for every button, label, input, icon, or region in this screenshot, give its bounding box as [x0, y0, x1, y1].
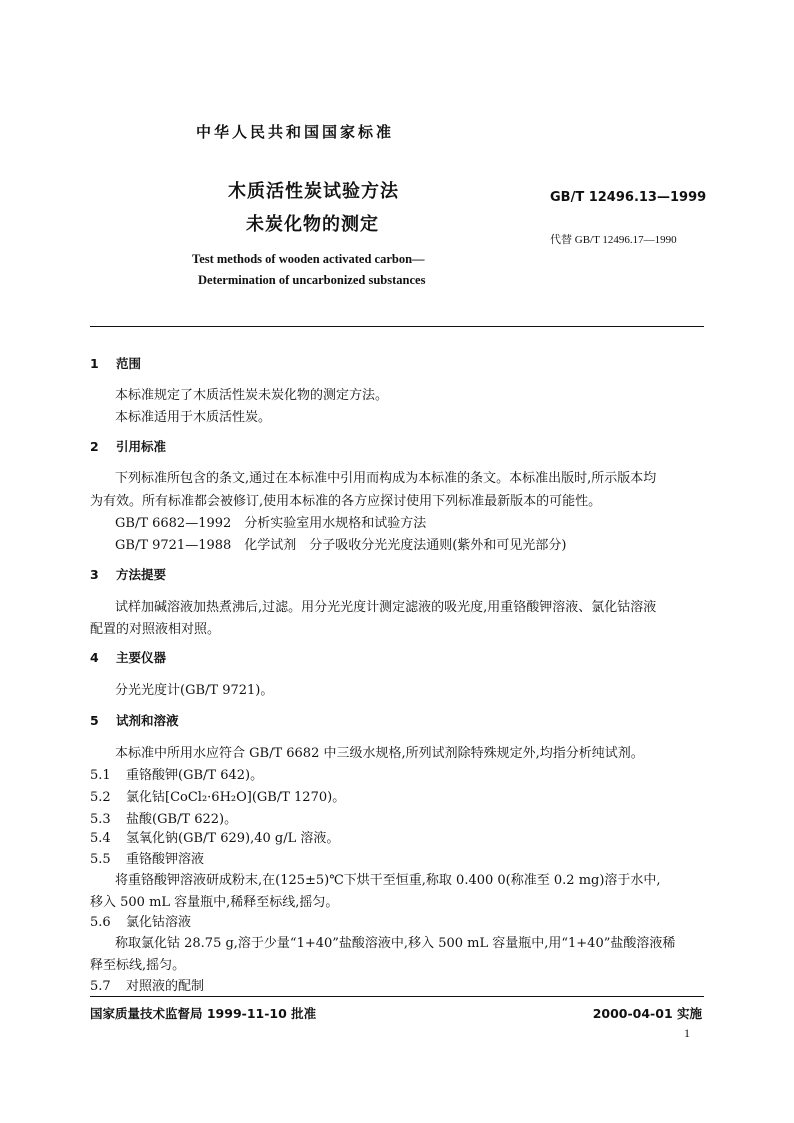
paragraph-line: 为有效。所有标准都会被修订,使用本标准的各方应探讨使用下列标准最新版本的可能性。 — [90, 494, 602, 509]
subsection-5-3 — [90, 808, 237, 827]
title-en-line2: Determination of uncarbonized substances — [198, 273, 426, 287]
subsection-number: 5.3 — [90, 812, 111, 827]
paragraph-line: 下列标准所包含的条文,通过在本标准中引用而构成为本标准的条文。本标准出版时,所示版本均 — [115, 471, 657, 486]
paragraph-line: 释至标线,摇匀。 — [90, 958, 186, 973]
standard-code: GB/T 12496.13—1999 — [550, 190, 707, 205]
subsection-text: 氯化钴溶液 — [126, 915, 192, 930]
section-title: 范围 — [116, 356, 142, 371]
subsection-5-5 — [90, 848, 204, 867]
subsection-text: 重铬酸钾溶液 — [126, 852, 205, 867]
subsection-5-1 — [90, 764, 263, 783]
paragraph-line: 配置的对照液相对照。 — [90, 622, 221, 637]
section-number: 1 — [90, 356, 99, 371]
section-3-heading — [90, 565, 166, 583]
subsection-number: 5.2 — [90, 790, 111, 805]
paragraph-line: 移入 500 mL 容量瓶中,稀释至标线,摇匀。 — [90, 895, 339, 910]
subsection-text: 氢氧化钠(GB/T 629),40 g/L 溶液。 — [126, 831, 340, 846]
section-4-heading — [90, 648, 166, 666]
subsection-5-4 — [90, 827, 339, 846]
footer-divider — [90, 996, 704, 997]
section-title: 引用标准 — [116, 439, 167, 454]
section-title: 试剂和溶液 — [116, 713, 179, 728]
paragraph-line: 称取氯化钴 28.75 g,溶于少量“1+40”盐酸溶液中,移入 500 mL 容量瓶中,用“1+40”盐酸溶液稀 — [115, 936, 676, 951]
header-divider — [90, 326, 704, 327]
paragraph-line: 试样加碱溶液加热煮沸后,过滤。用分光光度计测定滤液的吸光度,用重铬酸钾溶液、氯化钴溶液 — [115, 600, 657, 615]
replaces-note: 代替 GB/T 12496.17—1990 — [550, 234, 677, 246]
standard-type-heading: 中华人民共和国国家标准 — [196, 123, 395, 141]
subsection-5-7 — [90, 975, 204, 994]
paragraph: 本标准规定了木质活性炭未炭化物的测定方法。 — [115, 388, 389, 403]
reference-item: GB/T 6682—1992 分析实验室用水规格和试验方法 — [115, 516, 427, 531]
section-2-heading — [90, 437, 166, 455]
title-zh-line2: 未炭化物的测定 — [246, 214, 379, 235]
subsection-number: 5.5 — [90, 852, 111, 867]
subsection-5-6 — [90, 911, 191, 930]
paragraph: 本标准中所用水应符合 GB/T 6682 中三级水规格,所列试剂除特殊规定外,均指分析纯试剂。 — [115, 746, 644, 761]
subsection-number: 5.4 — [90, 831, 111, 846]
title-zh-line1: 木质活性炭试验方法 — [228, 181, 399, 202]
reference-item: GB/T 9721—1988 化学试剂 分子吸收分光光度法通则(紫外和可见光部分) — [115, 538, 567, 553]
section-number: 4 — [90, 650, 99, 665]
paragraph: 本标准适用于木质活性炭。 — [115, 410, 272, 425]
subsection-text: 盐酸(GB/T 622)。 — [126, 812, 238, 827]
page-number: 1 — [684, 1026, 690, 1040]
subsection-number: 5.7 — [90, 979, 111, 994]
section-title: 方法提要 — [116, 567, 167, 582]
section-title: 主要仪器 — [116, 650, 167, 665]
paragraph-line: 将重铬酸钾溶液研成粉末,在(125±5)℃下烘干至恒重,称取 0.400 0(称准至 0.2 mg)溶于水中, — [115, 873, 661, 888]
subsection-number: 5.6 — [90, 915, 111, 930]
section-number: 2 — [90, 439, 99, 454]
section-number: 3 — [90, 567, 99, 582]
effective-date: 2000-04-01 实施 — [592, 1006, 702, 1021]
approval-note: 国家质量技术监督局 1999-11-10 批准 — [90, 1006, 317, 1021]
subsection-number: 5.1 — [90, 768, 111, 783]
paragraph: 分光光度计(GB/T 9721)。 — [115, 683, 274, 698]
subsection-5-2 — [90, 786, 345, 805]
subsection-text: 氯化钴[CoCl₂·6H₂O](GB/T 1270)。 — [126, 790, 346, 805]
section-1-heading — [90, 354, 141, 372]
section-number: 5 — [90, 713, 99, 728]
title-en-line1: Test methods of wooden activated carbon— — [192, 252, 425, 266]
section-5-heading — [90, 711, 179, 729]
subsection-text: 对照液的配制 — [126, 979, 205, 994]
subsection-text: 重铬酸钾(GB/T 642)。 — [126, 768, 264, 783]
